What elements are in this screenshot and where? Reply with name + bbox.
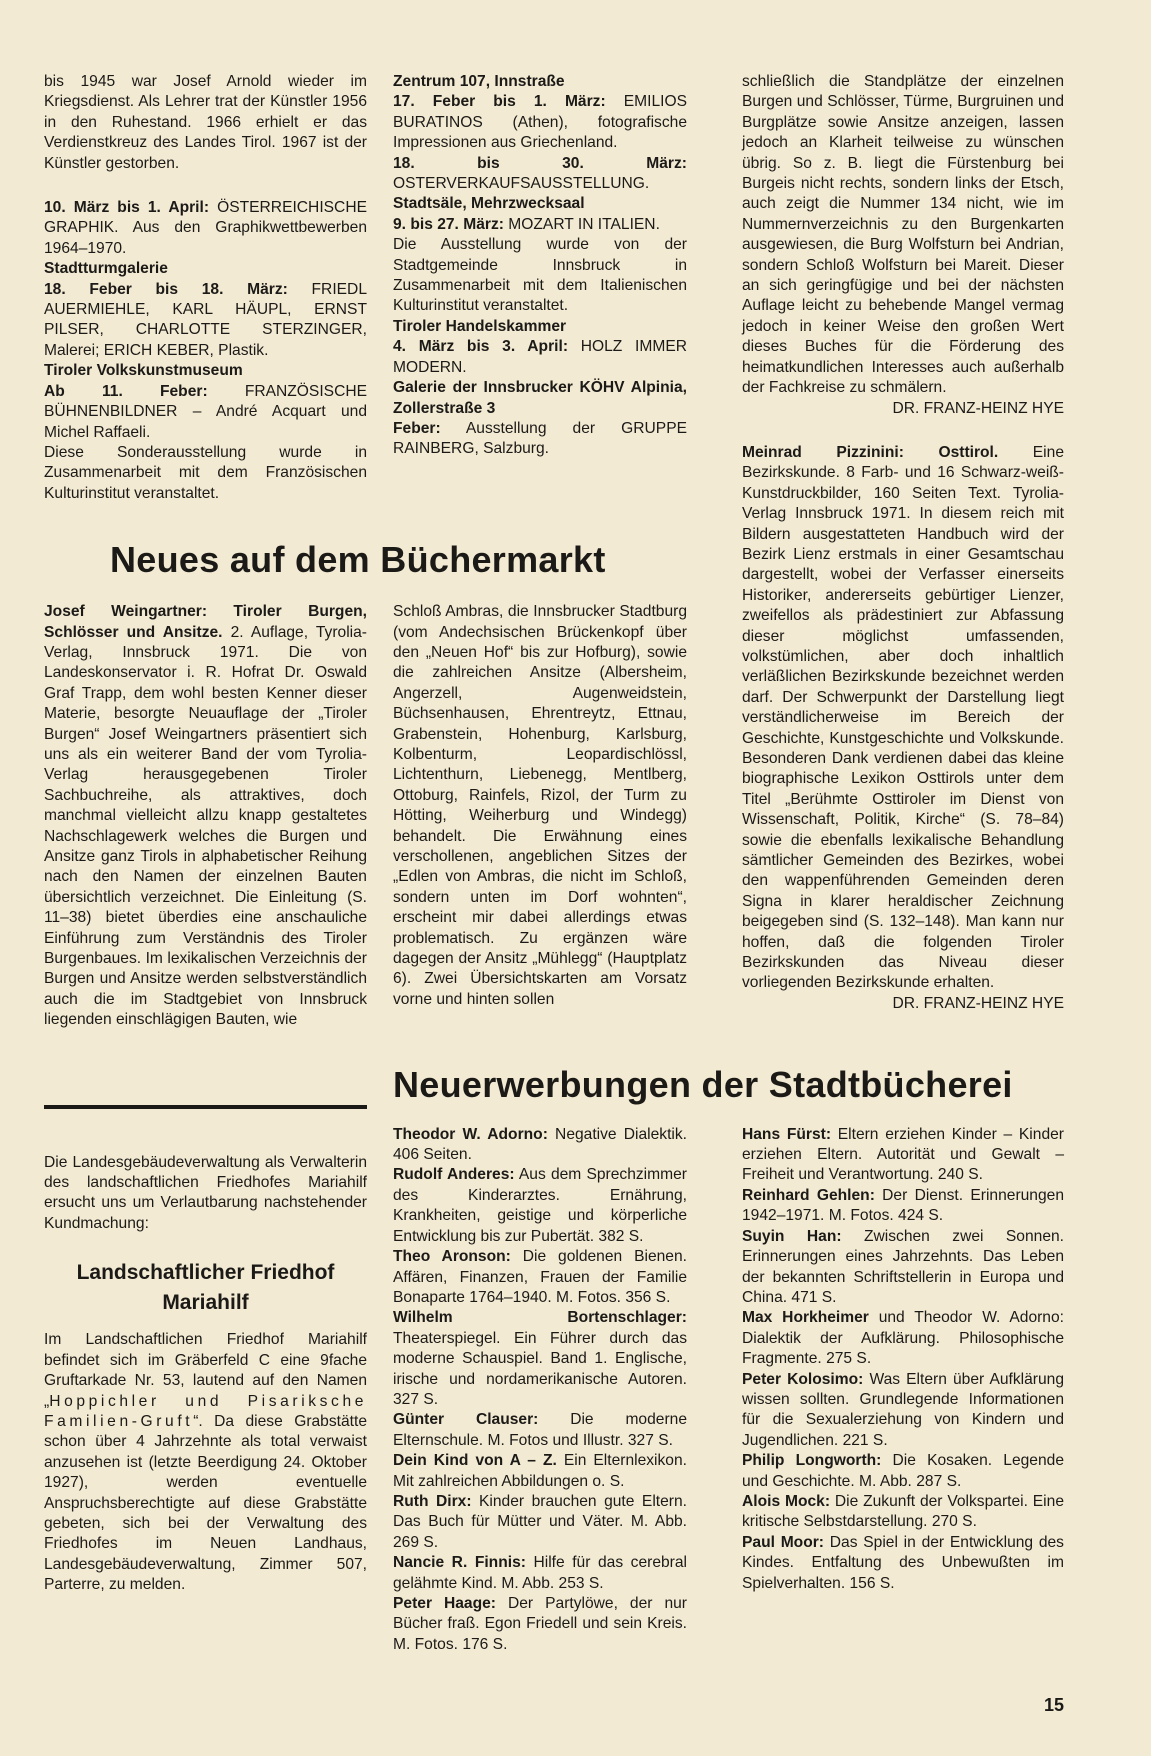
entry-text: Was Eltern über Aufklärung wissen sollten. Grundlegende Informationen für die Sexualerziehung von Kindern und Jugendlichen. 221 S. [742, 1370, 1064, 1449]
list-item [393, 1492, 687, 1553]
list-item [742, 1125, 1064, 1186]
acquisitions-middle-column [393, 1125, 687, 1656]
books-headline: Neues auf dem Büchermarkt [110, 539, 606, 581]
acquisitions-headline: Neuerwerbungen der Stadtbücherei [393, 1063, 1013, 1105]
entry-text: FRIEDL AUERMIEHLE, KARL HÄUPL, ERNST PILSER, CHARLOTTE STERZINGER, Malerei; ERICH KEBER, Plastik. [44, 280, 367, 359]
acquisitions-right-column [742, 1125, 1064, 1594]
entry-text: OSTERVERKAUFSAUSSTELLUNG. [393, 175, 650, 193]
entry-text: Ausstellung der GRUPPE RAINBERG, Salzburg. [393, 419, 687, 458]
entry-text: Die Kosaken. Legende und Geschichte. M. Abb. 287 S. [742, 1452, 1064, 1490]
entry-lead: Ab 11. Feber: [44, 382, 208, 400]
entry-text: Zwischen zwei Sonnen. Erinnerungen eines Jahrzehnts. Das Leben der bekannten Schriftstellerin in Europa und China. 471 S. [742, 1227, 1064, 1306]
list-item [742, 1308, 1064, 1369]
entry-lead: Hans Fürst: [742, 1125, 832, 1143]
entry-lead: 9. bis 27. März: [393, 215, 504, 233]
entry-lead: Reinhard Gehlen: [742, 1186, 875, 1204]
entry-text: Eine Bezirkskunde. 8 Farb- und 16 Schwarz-weiß-Kunstdruckbilder, 160 Seiten Text. Tyrolia-Verlag Innsbruck 1971. In diesem reich mit Bildern ausgestatteten Handbuch wird der Bezirk Lienz erstmals in einer Gesamtschau dargestellt, wobei der Verfasser einerseits Historiker, andererseits gebürtiger Lienzer, zweifellos als prädestiniert zur Abfassung dieser möglichst umfassenden, volkstümlichen, aber doch inhaltlich verläßlichen Bezirkskunde bezeichnet werden darf. Der Schwerpunkt der Darstellung liegt verständlicherweise im Bereich der Geschichte, Kunstgeschichte und Volkskunde. Besonderen Dank verdienen dabei das kleine biographische Lexikon Osttirols unter dem Titel „Berühmte Osttiroler im Dienst von Wissenschaft, Politik, Kirche“ (S. 78–84) sowie die ebenfalls lexikalische Behandlung sämtlicher Gemeinden des Bezirkes, wobei den wappenführenden Gemeinden deren Signa in klarer heraldischer Zeichnung beigegeben sind (S. 132–148). Man kann nur hoffen, daß die folgenden Tiroler Bezirkskunden das Niveau dieser vorliegenden Bezirkskunde erhalten. [742, 443, 1064, 992]
entry [44, 280, 367, 362]
entry [44, 382, 367, 443]
entry-text: Negative Dialektik. 406 Seiten. [393, 1125, 687, 1164]
entry-text: Die goldenen Bienen. Affären, Finanzen, Frauen der Familie Bonaparte 1764–1940. M. Fotos. 356 S. [393, 1248, 687, 1306]
paragraph: bis 1945 war Josef Arnold wieder im Kriegsdienst. Als Lehrer trat der Künstler 1956 in den Ruhestand. 1966 erhielt er das Verdienstkreuz des Landes Tirol. 1967 ist der Künstler gestorben. [44, 73, 367, 172]
entry-lead: Ruth Dirx: [393, 1492, 472, 1510]
entry-lead: Feber: [393, 419, 441, 437]
entry-lead: Nancie R. Finnis: [393, 1554, 526, 1572]
entry-text: MOZART IN ITALIEN. [503, 215, 660, 233]
entry [393, 419, 687, 460]
entry-lead: Theodor W. Adorno: [393, 1125, 548, 1143]
list-item [393, 1308, 687, 1410]
entry-lead: Meinrad Pizzinini: Osttirol. [742, 443, 999, 461]
entry-text: Theaterspiegel. Ein Führer durch das moderne Schauspiel. Band 1. Englische, irische und nordamerikanische Autoren. 327 S. [393, 1329, 687, 1408]
notice-column [44, 1105, 367, 1596]
entry-lead: 17. Feber bis 1. März: [393, 93, 606, 111]
entry [742, 443, 1064, 994]
entry-lead: Theo Aronson: [393, 1248, 511, 1266]
list-item [393, 1247, 687, 1308]
list-item [742, 1451, 1064, 1492]
venue-heading: Tiroler Handelskammer [393, 317, 567, 335]
entry-lead: Dein Kind von A – Z. [393, 1452, 557, 1470]
list-item [742, 1533, 1064, 1594]
entry-text: Aus dem Sprechzimmer des Kinderarztes. Ernährung, Krankheiten, geistige und körperliche Entwicklung bis zur Pubertät. 382 S. [393, 1166, 687, 1245]
venue-heading: Stadtturmgalerie [44, 260, 168, 278]
paragraph: Diese Sonderausstellung wurde in Zusammenarbeit mit dem Französischen Kulturinstitut veranstaltet. [44, 443, 367, 502]
list-item [393, 1451, 687, 1492]
notice-grave-name: Hoppichler und Pisariksche Familien-Gruft [44, 1392, 367, 1430]
entry [393, 154, 687, 195]
entry-text: Der Partylöwe, der nur Bücher fraß. Egon Friedell und sein Kreis. M. Fotos. 176 S. [393, 1595, 687, 1653]
entry-lead: 18. Feber bis 18. März: [44, 280, 288, 298]
entry-text: Kinder brauchen gute Eltern. Das Buch für Mütter und Väter. M. Abb. 269 S. [393, 1492, 687, 1551]
author-signature: DR. FRANZ-HEINZ HYE [892, 994, 1064, 1012]
entry [393, 337, 687, 378]
book-reviews-left-column [44, 602, 367, 1031]
entry-text: Die Zukunft der Volkspartei. Eine kritische Selbstdarstellung. 270 S. [742, 1492, 1064, 1531]
list-item [742, 1492, 1064, 1533]
section-divider [44, 1105, 367, 1109]
entry-lead: 4. März bis 3. April: [393, 338, 569, 356]
paragraph: Die Ausstellung wurde von der Stadtgemeinde Innsbruck in Zusammenarbeit mit dem Italienischen Kulturinstitut veranstaltet. [393, 236, 687, 315]
list-item [393, 1125, 687, 1166]
list-item [742, 1370, 1064, 1452]
entry [44, 602, 367, 1031]
entry-lead: Max Horkheimer [742, 1309, 869, 1327]
list-item [393, 1165, 687, 1247]
entry-text: Die moderne Elternschule. M. Fotos und Illustr. 327 S. [393, 1411, 687, 1449]
venue-heading: Tiroler Volkskunstmuseum [44, 362, 243, 380]
entry-lead: Peter Haage: [393, 1595, 496, 1612]
paragraph: schließlich die Standplätze der einzelnen Burgen und Schlösser, Türme, Burgruinen und Burgplätze sowie Ansitze anzeigen, lassen jedoch an Klarheit teilweise zu wünschen übrig. So z. B. liegt die Fürstenburg bei Burgeis nicht rechts, sondern links der Etsch, auch zeigt die Nummer 134 nicht, wie im Nummernverzeichnis zu den Burgenkarten ausgewiesen, die Burg Wolfsturn bei Andrian, sondern Schloß Wolfsturn bei Mareit. Dieser an sich geringfügige und bei der nächsten Auflage leicht zu behebende Mangel vermag jedoch in keiner Weise den großen Wert dieses Buches für die Förderung des heimatkundlichen Interesses auch außerhalb der Fachkreise zu schmälern. [742, 73, 1064, 397]
list-item [393, 1410, 687, 1451]
entry-lead: Wilhelm Bortenschlager: [393, 1309, 687, 1327]
list-item [742, 1227, 1064, 1309]
notice-body-start: Im Landschaftlichen Friedhof Mariahilf befindet sich im Gräberfeld C eine 9fache Gruftarkade Nr. 53, lautend auf den Namen „ [44, 1331, 367, 1410]
venue-heading: Galerie der Innsbrucker KÖHV Alpinia, Zollerstraße 3 [393, 379, 687, 417]
entry-lead: 10. März bis 1. April: [44, 199, 210, 217]
entry-lead: Suyin Han: [742, 1227, 842, 1245]
entry-text: 2. Auflage, Tyrolia-Verlag, Innsbruck 1971. Die von Landeskonservator i. R. Hofrat Dr. Oswald Graf Trapp, dem wohl besten Kenner dieser Materie, besorgte Neuauflage der „Tiroler Burgen“ Josef Weingartners präsentiert sich uns als ein weiterer Band der vom Tyrolia-Verlag herausgegebenen Tiroler Sachbuchreihe, als attraktives, doch manchmal vielleicht allzu knapp gestaltetes Nachschlagewerk welches die Burgen und Ansitze ganz Tirols in alphabetischer Reihung nach den Namen der einzelnen Bauten übersichtlich verzeichnet. Die Einleitung (S. 11–38) bietet überdies eine anschauliche Einführung zum Verständnis des Tiroler Burgenbaues. Im lexikalischen Verzeichnis der Burgen und Ansitze werden selbstverständlich auch die im Stadtgebiet von Innsbruck liegenden einschlägigen Bauten, wie [44, 623, 367, 1029]
entry-text: HOLZ IMMER MODERN. [393, 338, 687, 376]
author-signature: DR. FRANZ-HEINZ HYE [892, 399, 1064, 417]
entry-text: Ein Elternlexikon. Mit zahlreichen Abbildungen o. S. [393, 1452, 687, 1490]
entry-text: EMILIOS BURATINOS (Athen), fotografische Impressionen aus Griechenland. [393, 93, 687, 152]
list-item [742, 1186, 1064, 1227]
entry-text: Eltern erziehen Kinder – Kinder erziehen Eltern. Autorität und Gewalt – Freiheit und Verantwortung. 240 S. [742, 1125, 1064, 1184]
entry [44, 198, 367, 259]
entry-lead: Alois Mock: [742, 1492, 831, 1510]
entry [393, 92, 687, 153]
entry-text: ÖSTERREICHISCHE GRAPHIK. Aus den Graphikwettbewerben 1964–1970. [44, 199, 367, 257]
paragraph: Schloß Ambras, die Innsbrucker Stadtburg (vom Andechsischen Brückenkopf über den „Neuen Hof“ bis zur Hofburg), sowie die zahlreichen Ansitze (Albersheim, Angerzell, Augenweidstein, Büchsenhausen, Ehrentreytz, Ettnau, Grabenstein, Hohenburg, Karlsburg, Kolbenturm, Leopardischlössl, Lichtenthurn, Liebenegg, Mentlberg, Ottoburg, Rainfels, Rizol, der Turm zu Hötting, Weiherburg und Windegg) behandelt. Die Erwähnung eines verschollenen, angeblichen Sitzes der „Edlen von Ambras, die nicht im Schloß, sondern unten im Dorf wohnten“, erscheint mir dabei allerdings etwas problematisch. Zu ergänzen wäre dagegen der Ansitz „Mühlegg“ (Hauptplatz 6). Zwei Übersichtskarten am Vorsatz vorne und hinten sollen [393, 603, 687, 1008]
notice-body [44, 1330, 367, 1595]
entry-lead: Rudolf Anderes: [393, 1166, 515, 1184]
entry-text: Das Spiel in der Entwicklung des Kindes. Entfaltung des Unbewußten im Spielverhalten. 156 S. [742, 1533, 1064, 1592]
book-reviews-middle-column [393, 602, 687, 1010]
entry-text: Der Dienst. Erinnerungen 1942–1971. M. Fotos. 424 S. [742, 1186, 1064, 1225]
notice-body-end: “. Da diese Grabstätte schon über 4 Jahrzehnte als total verwaist anzusehen ist (letzte Beerdigung 24. Oktober 1927), werden eventuelle Anspruchsberechtigte auf diese Grabstätte gebeten, sich bei der Verwaltung des Friedhofes im Neuen Landhaus, Landesgebäudeverwaltung, Zimmer 507, Parterre, zu melden. [44, 1412, 367, 1594]
entry-text: Hilfe für das cerebral gelähmte Kind. M. Abb. 253 S. [393, 1554, 687, 1592]
venue-heading: Stadtsäle, Mehrzwecksaal [393, 195, 585, 213]
venue-heading: Zentrum 107, Innstraße [393, 73, 565, 90]
exhibitions-left-column [44, 72, 367, 504]
list-item [393, 1553, 687, 1594]
exhibitions-middle-column [393, 72, 687, 460]
entry-lead: Paul Moor: [742, 1533, 824, 1551]
entry-lead: Josef Weingartner: Tiroler Burgen, Schlösser und Ansitze. [44, 603, 367, 641]
book-reviews-right-column [742, 72, 1064, 1014]
page-number: 15 [1043, 1695, 1064, 1716]
notice-title: Landschaftlicher Friedhof Mariahilf [76, 1261, 335, 1315]
entry-lead: Peter Kolosimo: [742, 1370, 864, 1388]
entry-lead: 18. bis 30. März: [393, 154, 687, 172]
list-item [393, 1594, 687, 1655]
entry-text: und Theodor W. Adorno: Dialektik der Aufklärung. Philosophische Fragmente. 275 S. [742, 1309, 1064, 1368]
notice-intro: Die Landesgebäudeverwaltung als Verwalterin des landschaftlichen Friedhofes Mariahilf ersucht uns um Verlautbarung nachstehender Kundmachung: [44, 1153, 367, 1232]
entry [393, 215, 687, 235]
entry-lead: Philip Longworth: [742, 1452, 882, 1470]
entry-text: FRANZÖSISCHE BÜHNENBILDNER – André Acquart und Michel Raffaeli. [44, 382, 367, 441]
entry-lead: Günter Clauser: [393, 1411, 539, 1429]
